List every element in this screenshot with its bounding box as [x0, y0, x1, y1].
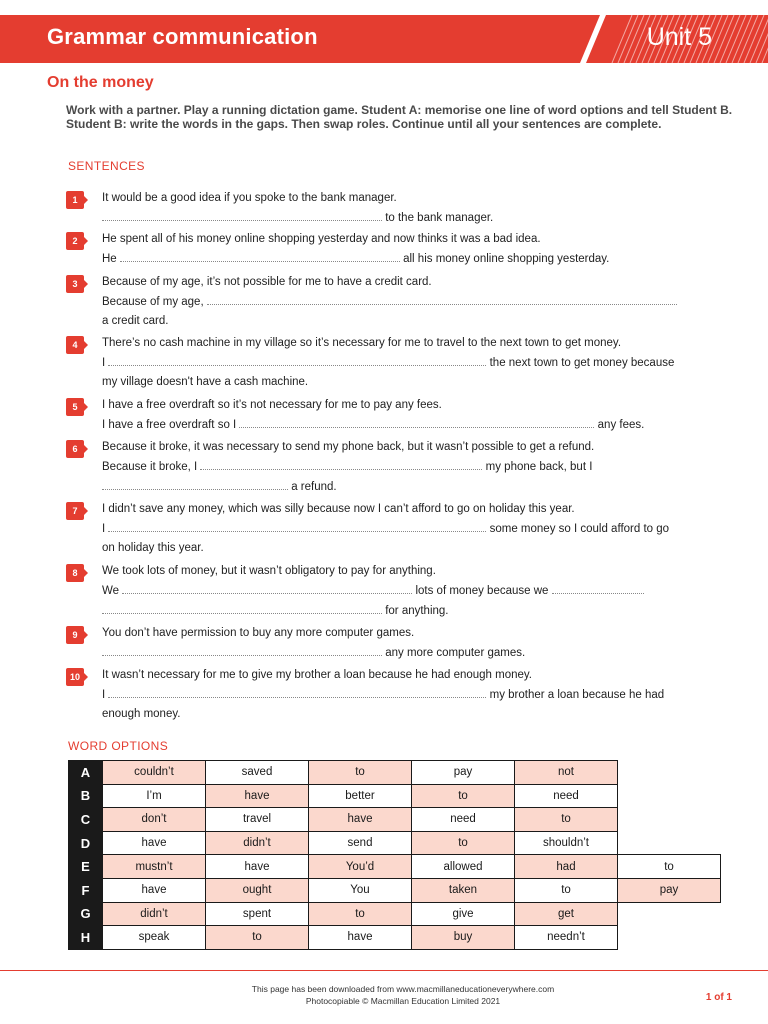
- empty-cell: [618, 761, 721, 785]
- sentence-prompt: There’s no cash machine in my village so it’s necessary for me to travel to the next town to get money.: [102, 337, 622, 349]
- sentence-rewrite-continuation: [102, 479, 337, 494]
- word-options-row: [69, 831, 721, 855]
- word-option-cell: to: [206, 926, 309, 950]
- sentence-number-badge: 1: [66, 191, 84, 209]
- row-letter: B: [69, 784, 103, 808]
- row-letter: C: [69, 808, 103, 832]
- word-option-cell: don’t: [103, 808, 206, 832]
- continuation-text: for anything.: [385, 605, 449, 617]
- answer-gap[interactable]: [108, 355, 486, 366]
- rewrite-end-text: my phone back, but I: [485, 461, 593, 473]
- sentence-number-badge: 6: [66, 440, 84, 458]
- empty-cell: [618, 784, 721, 808]
- word-option-cell: You’d: [309, 855, 412, 879]
- instructions-text: Work with a partner. Play a running dictation game. Student A: memorise one line of word options and tell Student B. Student B: write the words in the gaps. Then swap roles. Continue until all your sentences are complete.: [66, 103, 733, 131]
- rewrite-start-text: He: [102, 253, 117, 265]
- answer-gap[interactable]: [239, 417, 594, 428]
- word-option-cell: send: [309, 831, 412, 855]
- word-option-cell: need: [412, 808, 515, 832]
- row-letter: A: [69, 761, 103, 785]
- sentence-rewrite-line: [102, 583, 644, 598]
- word-options-row: [69, 878, 721, 902]
- word-option-cell: spent: [206, 902, 309, 926]
- footer-download-note: This page has been downloaded from www.macmillaneducationeverywhere.com: [251, 984, 555, 994]
- continuation-text: my village doesn't have a cash machine.: [102, 376, 309, 388]
- word-option-cell: to: [309, 902, 412, 926]
- word-options-row: [69, 902, 721, 926]
- sentence-number-badge: 2: [66, 232, 84, 250]
- rewrite-start-text: I: [102, 689, 106, 701]
- rewrite-end-text: any fees.: [597, 419, 645, 431]
- sentence-prompt: We took lots of money, but it wasn’t obligatory to pay for anything.: [102, 565, 436, 577]
- word-option-cell: to: [412, 784, 515, 808]
- continuation-text: on holiday this year.: [102, 542, 204, 554]
- answer-gap[interactable]: [102, 645, 382, 656]
- sentence-prompt: I have a free overdraft so it’s not necessary for me to pay any fees.: [102, 399, 442, 411]
- sentence-number-badge: 8: [66, 564, 84, 582]
- row-letter: F: [69, 878, 103, 902]
- answer-gap[interactable]: [102, 479, 288, 490]
- rewrite-start-text: I have a free overdraft so I: [102, 419, 237, 431]
- sentence-rewrite-line: [102, 294, 677, 309]
- word-option-cell: pay: [618, 878, 721, 902]
- rewrite-end-text: my brother a loan because he had: [489, 689, 665, 701]
- word-option-cell: have: [206, 855, 309, 879]
- word-option-cell: didn’t: [206, 831, 309, 855]
- word-options-row: [69, 855, 721, 879]
- word-options-row: [69, 808, 721, 832]
- word-option-cell: couldn’t: [103, 761, 206, 785]
- footer-divider: [0, 970, 768, 971]
- sentence-rewrite-continuation: [102, 375, 308, 389]
- sentence-number-badge: 5: [66, 398, 84, 416]
- answer-gap[interactable]: [108, 521, 486, 532]
- sentence-rewrite-line: [102, 459, 592, 474]
- word-options-row: [69, 926, 721, 950]
- row-letter: E: [69, 855, 103, 879]
- sentences-heading: SENTENCES: [68, 159, 145, 173]
- sentence-rewrite-line: [102, 417, 644, 432]
- continuation-text: enough money.: [102, 708, 181, 720]
- word-options-table: [68, 760, 721, 950]
- answer-gap[interactable]: [552, 583, 644, 594]
- rewrite-end-text: lots of money because we: [415, 585, 549, 597]
- sentence-rewrite-line: [102, 521, 669, 536]
- sentence-prompt: You don’t have permission to buy any more computer games.: [102, 627, 415, 639]
- word-option-cell: have: [206, 784, 309, 808]
- sentence-prompt: It would be a good idea if you spoke to the bank manager.: [102, 192, 397, 204]
- sentence-rewrite-line: [102, 645, 525, 660]
- word-options-heading: WORD OPTIONS: [68, 739, 169, 753]
- empty-cell: [618, 926, 721, 950]
- sentence-prompt: Because it broke, it was necessary to send my phone back, but it wasn’t possible to get a refund.: [102, 441, 595, 453]
- rewrite-end-text: to the bank manager.: [385, 212, 494, 224]
- sentence-rewrite-line: [102, 251, 609, 266]
- rewrite-start-text: Because of my age,: [102, 296, 204, 308]
- sentence-prompt: He spent all of his money online shopping yesterday and now thinks it was a bad idea.: [102, 233, 541, 245]
- word-option-cell: have: [103, 831, 206, 855]
- worksheet-subtitle: On the money: [47, 74, 154, 91]
- rewrite-end-text: any more computer games.: [385, 647, 526, 659]
- word-option-cell: give: [412, 902, 515, 926]
- word-option-cell: travel: [206, 808, 309, 832]
- sentence-number-badge: 9: [66, 626, 84, 644]
- page-header: [0, 15, 768, 63]
- word-option-cell: need: [515, 784, 618, 808]
- footer-copyright: Photocopiable © Macmillan Education Limited 2021: [305, 996, 501, 1006]
- word-option-cell: didn’t: [103, 902, 206, 926]
- rewrite-end-text: some money so I could afford to go: [489, 523, 670, 535]
- sentence-prompt: It wasn’t necessary for me to give my brother a loan because he had enough money.: [102, 669, 533, 681]
- rewrite-start-text: We: [102, 585, 120, 597]
- word-option-cell: to: [515, 878, 618, 902]
- answer-gap[interactable]: [200, 459, 482, 470]
- word-option-cell: allowed: [412, 855, 515, 879]
- row-letter: H: [69, 926, 103, 950]
- empty-cell: [618, 902, 721, 926]
- word-option-cell: ought: [206, 878, 309, 902]
- word-option-cell: to: [515, 808, 618, 832]
- word-option-cell: to: [309, 761, 412, 785]
- sentence-number-badge: 4: [66, 336, 84, 354]
- sentence-rewrite-line: [102, 210, 493, 225]
- answer-gap[interactable]: [102, 210, 382, 221]
- word-option-cell: have: [309, 808, 412, 832]
- continuation-text: a refund.: [291, 481, 337, 493]
- rewrite-start-text: I: [102, 523, 106, 535]
- unit-label: Unit 5: [646, 23, 712, 51]
- word-option-cell: saved: [206, 761, 309, 785]
- page-title: Grammar communication: [47, 24, 318, 49]
- word-option-cell: speak: [103, 926, 206, 950]
- row-letter: G: [69, 902, 103, 926]
- sentence-number-badge: 3: [66, 275, 84, 293]
- empty-cell: [618, 831, 721, 855]
- word-option-cell: shouldn’t: [515, 831, 618, 855]
- sentence-rewrite-line: [102, 687, 664, 702]
- answer-gap[interactable]: [108, 687, 486, 698]
- rewrite-start-text: Because it broke, I: [102, 461, 198, 473]
- word-option-cell: You: [309, 878, 412, 902]
- answer-gap[interactable]: [102, 603, 382, 614]
- word-option-cell: not: [515, 761, 618, 785]
- empty-cell: [618, 808, 721, 832]
- word-option-cell: pay: [412, 761, 515, 785]
- rewrite-end-text: all his money online shopping yesterday.: [403, 253, 610, 265]
- word-option-cell: have: [309, 926, 412, 950]
- word-option-cell: to: [618, 855, 721, 879]
- word-option-cell: buy: [412, 926, 515, 950]
- answer-gap[interactable]: [122, 583, 412, 594]
- word-option-cell: get: [515, 902, 618, 926]
- word-option-cell: better: [309, 784, 412, 808]
- sentence-prompt: Because of my age, it’s not possible for me to have a credit card.: [102, 276, 432, 288]
- row-letter: D: [69, 831, 103, 855]
- sentence-rewrite-line: [102, 355, 674, 370]
- word-option-cell: had: [515, 855, 618, 879]
- answer-gap[interactable]: [120, 251, 400, 262]
- word-option-cell: mustn’t: [103, 855, 206, 879]
- answer-gap[interactable]: [207, 294, 677, 305]
- word-options-row: [69, 761, 721, 785]
- word-option-cell: taken: [412, 878, 515, 902]
- sentence-rewrite-continuation: [102, 603, 449, 618]
- word-option-cell: to: [412, 831, 515, 855]
- rewrite-end-text: the next town to get money because: [489, 357, 675, 369]
- sentence-number-badge: 7: [66, 502, 84, 520]
- sentence-rewrite-continuation: [102, 314, 168, 328]
- word-option-cell: needn’t: [515, 926, 618, 950]
- word-options-row: [69, 784, 721, 808]
- continuation-text: a credit card.: [102, 315, 169, 327]
- sentence-number-badge: 10: [66, 668, 84, 686]
- sentence-rewrite-continuation: [102, 707, 180, 721]
- rewrite-start-text: I: [102, 357, 106, 369]
- word-option-cell: have: [103, 878, 206, 902]
- page-number: 1 of 1: [705, 992, 732, 1003]
- sentence-prompt: I didn’t save any money, which was silly because now I can’t afford to go on holiday this year.: [102, 503, 575, 515]
- sentence-rewrite-continuation: [102, 541, 204, 555]
- word-option-cell: I’m: [103, 784, 206, 808]
